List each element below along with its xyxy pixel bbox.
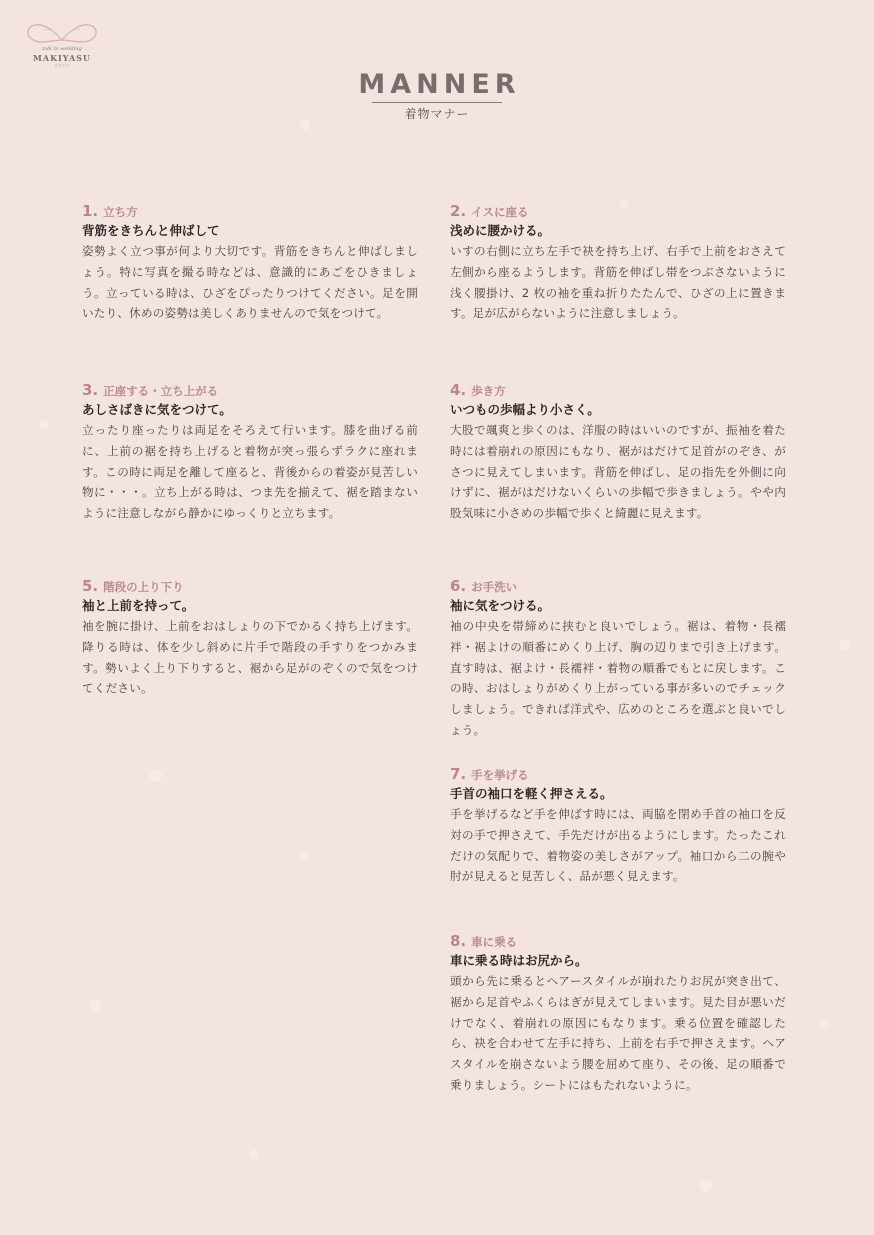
section-number: 2. bbox=[450, 202, 467, 220]
background-dot bbox=[300, 850, 309, 859]
background-dot bbox=[300, 120, 310, 130]
section-heading bbox=[450, 200, 786, 222]
logo-brand-name: MAKIYASU bbox=[33, 53, 91, 63]
section-body: 袖の中央を帯締めに挟むと良いでしょう。裾は、着物・長襦袢・裾よけの順番にめくり上げ、胸の辺りまで引き上げます。直す時は、裾よけ・長襦袢・着物の順番でもとに戻します。この時、おはしょりがめくり上がっている事が多いのでチェックしましょう。できれば洋式や、広めのところを選ぶと良いでしょう。 bbox=[450, 619, 786, 737]
manner-section-2 bbox=[450, 200, 786, 324]
background-dot bbox=[700, 1180, 712, 1192]
section-title: 階段の上り下り bbox=[103, 580, 184, 594]
manner-section-7 bbox=[450, 763, 786, 887]
section-title: 歩き方 bbox=[471, 384, 506, 398]
section-title: 車に乗る bbox=[471, 935, 518, 949]
manner-section-4 bbox=[450, 379, 786, 524]
section-lead: 袖に気をつける。 bbox=[450, 598, 551, 613]
section-lead: 袖と上前を持って。 bbox=[82, 598, 195, 613]
background-dot bbox=[250, 1150, 258, 1158]
section-title: イスに座る bbox=[471, 205, 529, 219]
section-lead: 背筋をきちんと伸ばして bbox=[82, 223, 220, 238]
background-dot bbox=[90, 1000, 101, 1011]
section-number: 5. bbox=[82, 577, 99, 595]
ribbon-icon bbox=[22, 18, 102, 48]
manner-section-5 bbox=[82, 575, 418, 699]
section-number: 3. bbox=[82, 381, 99, 399]
background-dot bbox=[40, 420, 49, 429]
page-subtitle: 着物マナー bbox=[404, 107, 470, 121]
section-title: 手を挙げる bbox=[471, 768, 529, 782]
section-heading bbox=[82, 379, 418, 401]
section-number: 4. bbox=[450, 381, 467, 399]
logo-sub-text: まきやす bbox=[54, 63, 70, 68]
manner-section-6 bbox=[450, 575, 786, 741]
section-body: 立ったり座ったりは両足をそろえて行います。膝を曲げる前に、上前の裾を持ち上げると着物が突っ張らずラクに座れます。この時に両足を離して座ると、背後からの着姿が見苦しい物に・・・。立ち上がる時は、つま先を揃えて、裾を踏まないように注意しながら静かにゆっくりと立ちます。 bbox=[82, 423, 418, 521]
manner-section-8 bbox=[450, 930, 786, 1096]
section-number: 6. bbox=[450, 577, 467, 595]
section-heading bbox=[82, 575, 418, 597]
section-lead: 浅めに腰かける。 bbox=[450, 223, 551, 238]
section-body: 姿勢よく立つ事が何より大切です。背筋をきちんと伸ばしましょう。特に写真を撮る時などは、意識的にあごをひきましょう。立っている時は、ひざをぴったりつけてください。足を開いたり、休めの姿勢は美しくありませんので気をつけて。 bbox=[82, 244, 418, 321]
section-lead: あしさばきに気をつけて。 bbox=[82, 402, 232, 417]
section-title: お手洗い bbox=[471, 580, 518, 594]
logo-tagline: talk to wedding bbox=[42, 46, 82, 52]
section-lead: 手首の袖口を軽く押さえる。 bbox=[450, 786, 613, 801]
background-dot bbox=[150, 770, 162, 782]
section-heading bbox=[450, 763, 786, 785]
section-body: 手を挙げるなど手を伸ばす時には、両脇を閉め手首の袖口を反対の手で押さえて、手先だけが出るようにします。たったこれだけの気配りで、着物姿の美しさがアップ。袖口から二の腕や肘が見えると見苦しく、品が悪く見えます。 bbox=[450, 807, 786, 884]
section-body: 頭から先に乗るとヘアースタイルが崩れたりお尻が突き出て、裾から足首やふくらはぎが見えてしまいます。見た目が悪いだけでなく、着崩れの原因にもなります。乗る位置を確認したら、袂を合わせて左手に持ち、上前を右手で押さえます。ヘアスタイルを崩さないよう腰を屈めて座り、その後、足の順番で乗りましょう。シートにはもたれないように。 bbox=[450, 974, 786, 1092]
section-body: いすの右側に立ち左手で袂を持ち上げ、右手で上前をおさえて左側から座るようします。背筋を伸ばし帯をつぶさないように浅く腰掛け、2 枚の袖を重ね折りたたんで、ひざの上に置きます。足が広がらないように注意しましょう。 bbox=[450, 244, 786, 321]
section-heading bbox=[450, 575, 786, 597]
section-body: 大股で颯爽と歩くのは、洋服の時はいいのですが、振袖を着た時には着崩れの原因にもなり、裾がはだけて足首がのぞき、がさつに見えてしまいます。背筋を伸ばし、足の指先を外側に向けずに、裾がはだけないくらいの歩幅で歩きましょう。やや内股気味に小さめの歩幅で歩くと綺麗に見えます。 bbox=[450, 423, 786, 521]
section-heading bbox=[450, 379, 786, 401]
section-lead: いつもの歩幅より小さく。 bbox=[450, 402, 600, 417]
manner-section-3 bbox=[82, 379, 418, 524]
background-dot bbox=[820, 1020, 830, 1030]
brand-logo bbox=[22, 18, 102, 68]
section-number: 7. bbox=[450, 765, 467, 783]
section-number: 1. bbox=[82, 202, 99, 220]
section-number: 8. bbox=[450, 932, 467, 950]
page-header bbox=[337, 68, 537, 122]
section-lead: 車に乗る時はお尻から。 bbox=[450, 953, 588, 968]
section-heading bbox=[450, 930, 786, 952]
background-dot bbox=[840, 640, 850, 650]
section-title: 立ち方 bbox=[103, 205, 138, 219]
section-body: 袖を腕に掛け、上前をおはしょりの下でかるく持ち上げます。降りる時は、体を少し斜めに片手で階段の手すりをつかみます。勢いよく上り下りすると、裾から足がのぞくので気をつけてください。 bbox=[82, 619, 418, 696]
manner-section-1 bbox=[82, 200, 418, 324]
title-divider bbox=[372, 102, 502, 103]
section-heading bbox=[82, 200, 418, 222]
page-title: MANNER bbox=[358, 69, 521, 100]
section-title: 正座する・立ち上がる bbox=[103, 384, 219, 398]
